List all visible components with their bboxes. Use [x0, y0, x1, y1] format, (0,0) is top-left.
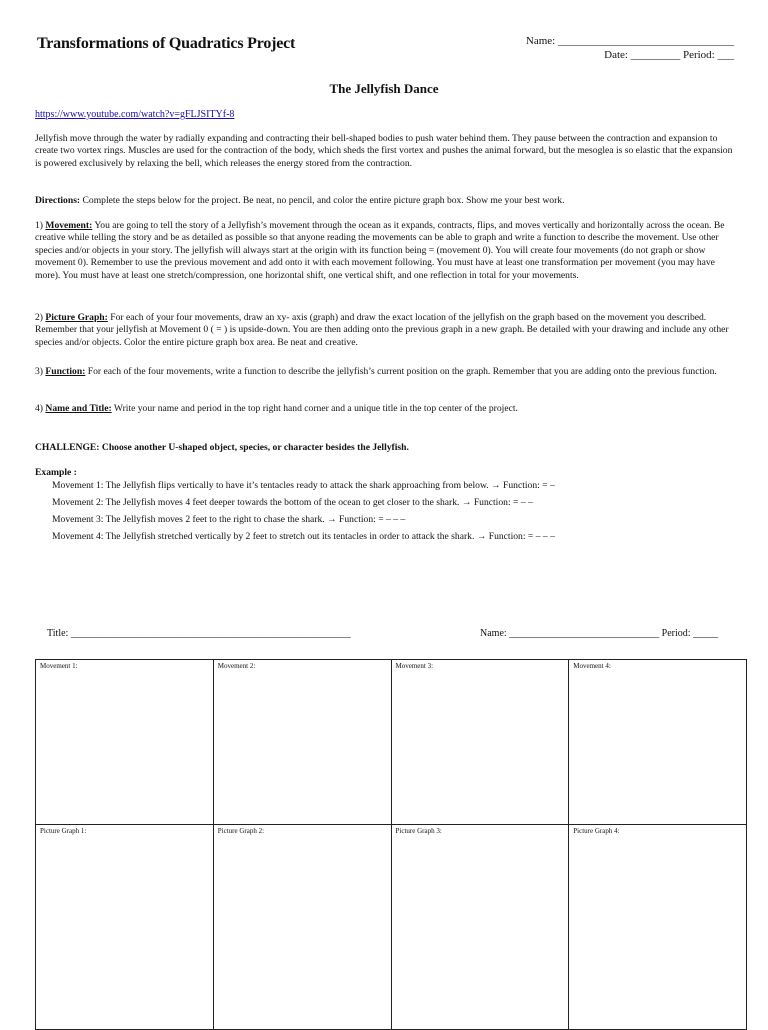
- picture-graph-box-4: Picture Graph 4:: [569, 825, 747, 1030]
- step-number: 4): [35, 403, 46, 414]
- picture-graph-box-2: Picture Graph 2:: [213, 825, 391, 1030]
- directions-paragraph: [35, 195, 735, 207]
- example-item: Movement 3: The Jellyfish moves 2 feet to the right to chase the shark. → Function: = – – –: [52, 514, 406, 525]
- movement-row: [36, 660, 747, 825]
- step-text: You are going to tell the story of a Jellyfish’s movement through the ocean as it expands, contracts, flips, and moves vertically and horizontally across the ocean. Be creative while telling the story and be as detailed as possible so that anyone reading the movements can be able to graph and write a function to describe the movement. Use other species and/or objects in your story. The jellyfish will always start at the origin with its function being = (movement 0). You will create four movements (do not graph or show movement 0). Remember to use the previous movement and add onto it with each movement following. You must have at least one transformation per movement (you may have more). You must have at least one stretch/compression, one horizontal shift, one vertical shift, and one reflection in total for your movements.: [35, 220, 725, 281]
- step-label: Name and Title:: [45, 403, 112, 414]
- step-text: For each of the four movements, write a function to describe the jellyfish’s current position on the graph. Remember that you are adding onto the previous function.: [85, 366, 717, 377]
- project-subtitle: The Jellyfish Dance: [329, 81, 439, 96]
- step-text: Write your name and period in the top right hand corner and a unique title in the top center of the project.: [111, 403, 518, 414]
- movement-box-1: Movement 1:: [36, 660, 214, 825]
- challenge-text: CHALLENGE: Choose another U-shaped object, species, or character besides the Jellyfish.: [35, 442, 409, 453]
- document-title: Transformations of Quadratics Project: [37, 35, 296, 52]
- movement-box-2: Movement 2:: [213, 660, 391, 825]
- example-heading: Example :: [35, 467, 77, 478]
- picture-graph-row: [36, 825, 747, 1030]
- date-period-line: Date: _________ Period: ___: [604, 49, 734, 61]
- step-function: [35, 366, 735, 378]
- step-number: 1): [35, 220, 46, 231]
- picture-graph-box-1: Picture Graph 1:: [36, 825, 214, 1030]
- title-field: Title: ________________________________________________________: [47, 628, 351, 639]
- name-field-line: Name: ________________________________: [525, 35, 734, 47]
- directions-label: Directions:: [35, 195, 81, 206]
- movement-box-4: Movement 4:: [569, 660, 747, 825]
- picture-graph-box-3: Picture Graph 3:: [391, 825, 569, 1030]
- movement-box-3: Movement 3:: [391, 660, 569, 825]
- example-item: Movement 1: The Jellyfish flips vertically to have it’s tentacles ready to attack the shark approaching from below. → Function: = –: [52, 480, 555, 491]
- step-movement: [35, 220, 735, 282]
- directions-text: Complete the steps below for the project. Be neat, no pencil, and color the entire picture graph box. Show me your best work.: [80, 195, 565, 206]
- step-label: Function:: [45, 366, 86, 377]
- step-number: 3): [35, 366, 46, 377]
- example-item: Movement 4: The Jellyfish stretched vertically by 2 feet to stretch out its tentacles in order to attack the shark. → Function: = – – –: [52, 531, 555, 542]
- video-link[interactable]: https://www.youtube.com/watch?v=gFLJSITYf-8: [35, 109, 235, 120]
- project-grid: [35, 659, 747, 1030]
- step-text: For each of your four movements, draw an xy- axis (graph) and draw the exact location of the jellyfish on the graph based on the movement you described. Remember that your jellyfish at Movement 0 ( = ) is upside-down. You are then adding onto the previous graph in a new graph. Be detailed with your drawing and include any other species and/or objects. Color the entire picture graph box area. Be neat and creative.: [35, 312, 729, 348]
- example-item: Movement 2: The Jellyfish moves 4 feet deeper towards the bottom of the ocean to get closer to the shark. → Function: = – –: [52, 497, 533, 508]
- step-name-title: [35, 403, 735, 415]
- intro-paragraph: Jellyfish move through the water by radially expanding and contracting their bell-shaped bodies to push water behind them. They pause between the contraction and expansion to create two vortex rings. Muscles are used for the contraction of the body, which sheds the first vortex and pushes the animal forward, but the mesoglea is so elastic that the expansion is powered exclusively by relaxing the bell, which releases the energy stored from the contraction.: [35, 133, 733, 169]
- name-period-field: Name: ______________________________ Period: _____: [480, 628, 719, 639]
- step-number: 2): [35, 312, 46, 323]
- step-label: Picture Graph:: [45, 312, 108, 323]
- step-picture-graph: [35, 312, 735, 349]
- step-label: Movement:: [45, 220, 93, 231]
